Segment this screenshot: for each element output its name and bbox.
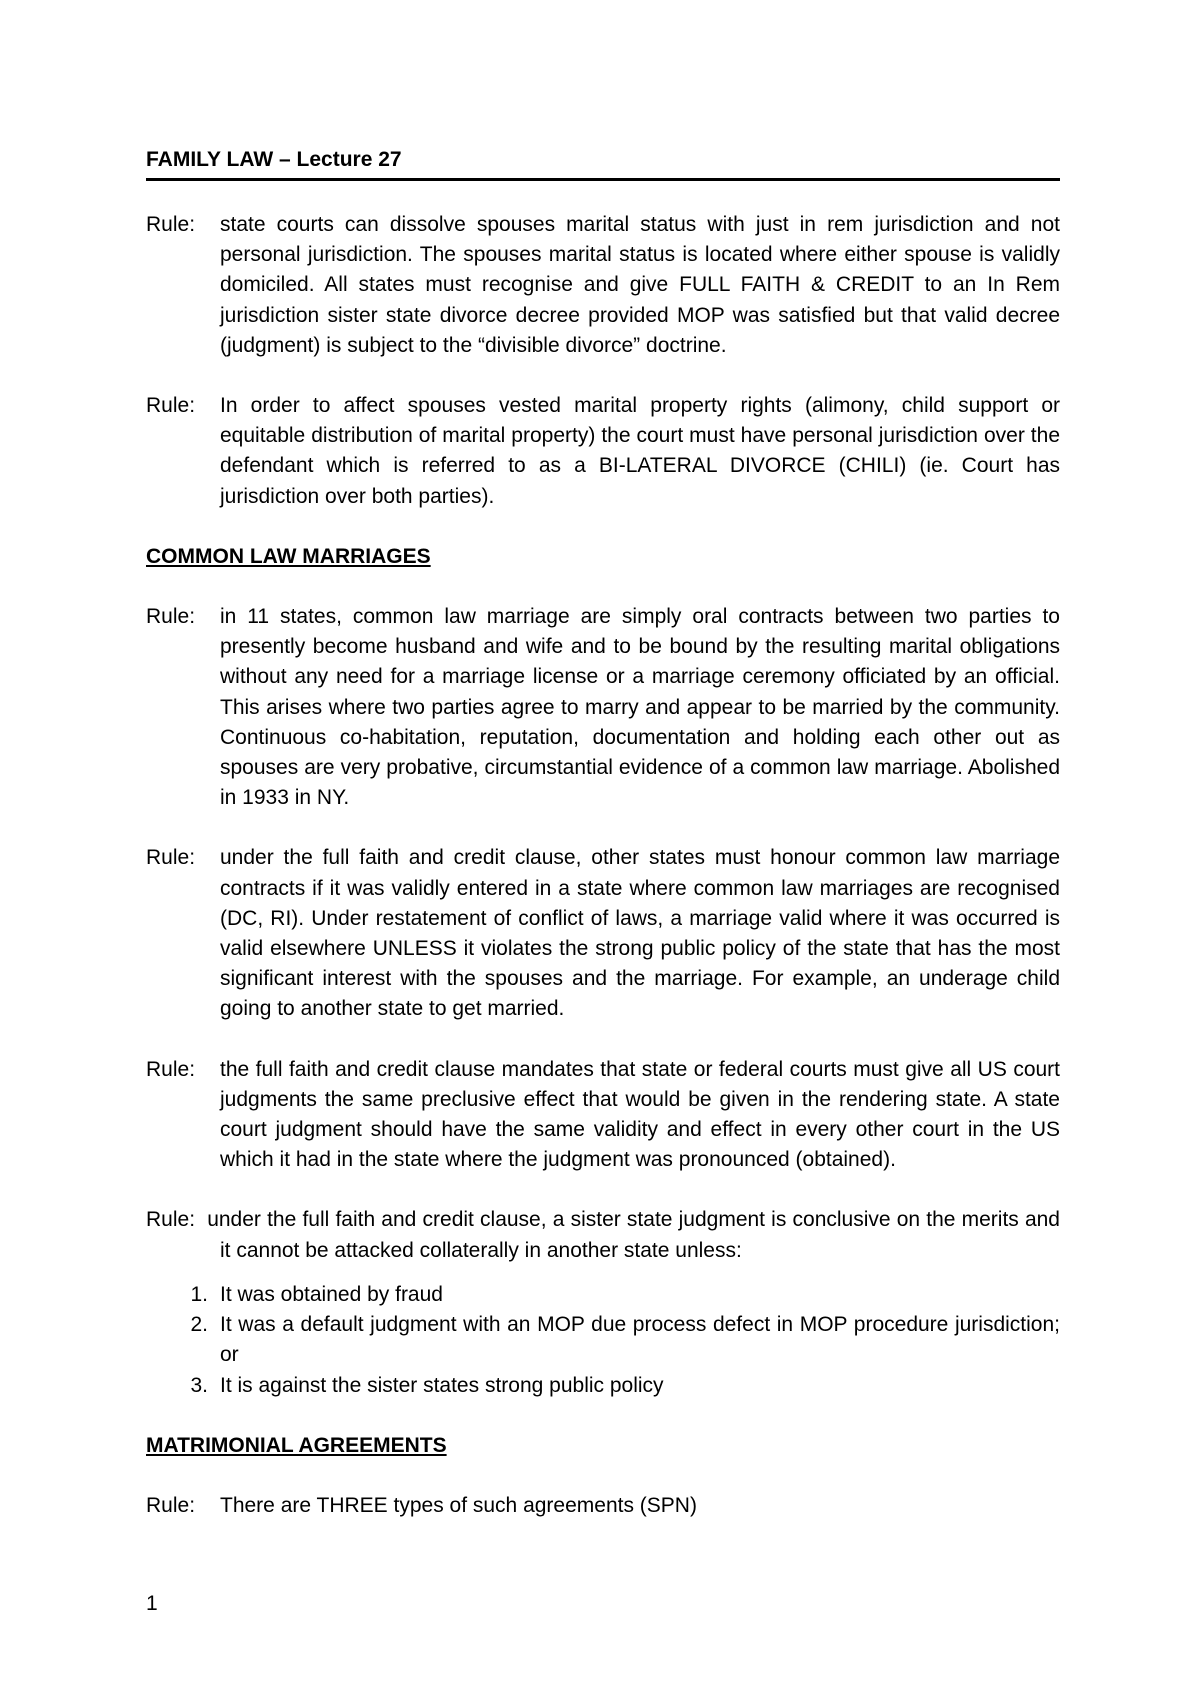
- rule-paragraph: [146, 1055, 1060, 1176]
- rule-label: Rule:: [146, 213, 196, 236]
- page-number: 1: [146, 1592, 158, 1615]
- list-number: 3.: [190, 1373, 208, 1397]
- numbered-list: [146, 1280, 1060, 1401]
- rule-label: Rule:: [146, 1208, 196, 1232]
- rule-label: Rule:: [146, 605, 196, 629]
- list-text: It is against the sister states strong public policy: [220, 1373, 664, 1397]
- rule-paragraph: [146, 210, 1060, 361]
- rule-paragraph-hanging: [146, 1205, 1060, 1265]
- rule-text: the full faith and credit clause mandates that state or federal courts must give all US court judgments the same preclusive effect that would be given in the rendering state. A state court judgment should have the same validity and effect in every other court in the US which it had in the state where the judgment was pronounced (obtained).: [220, 1057, 1060, 1172]
- rule-label: Rule:: [146, 1493, 196, 1517]
- list-text: It was a default judgment with an MOP due process defect in MOP procedure jurisdiction; or: [220, 1313, 1060, 1367]
- rule-label: Rule:: [146, 846, 196, 870]
- list-text: It was obtained by fraud: [220, 1282, 443, 1306]
- rule-paragraph: [146, 391, 1060, 512]
- rule-label: Rule:: [146, 1057, 196, 1081]
- page-title: FAMILY LAW – Lecture 27: [146, 148, 402, 171]
- rule-text: under the full faith and credit clause, other states must honour common law marriage contracts if it was validly entered in a state where common law marriages are recognised (DC, RI). Under restatement of conflict of laws, a marriage valid where it was occurred is valid elsewhere UNLESS it violates the strong public policy of the state that has the most significant interest with the spouses and the marriage. For example, an underage child going to another state to get married.: [220, 846, 1060, 1021]
- list-item: [146, 1371, 1060, 1401]
- rule-text: In order to affect spouses vested marital property rights (alimony, child support or equitable distribution of marital property) the court must have personal jurisdiction over the defendant which is referred to as a BI-LATERAL DIVORCE (CHILI) (ie. Court has jurisdiction over both parties).: [220, 394, 1060, 508]
- document-body: [146, 210, 1060, 1551]
- section-heading-matrimonial-agreements: MATRIMONIAL AGREEMENTS: [146, 1433, 447, 1457]
- rule-text: in 11 states, common law marriage are simply oral contracts between two parties to presently become husband and wife and to be bound by the resulting marital obligations without any need for a marriage license or a marriage ceremony officiated by an official. This arises where two parties agree to marry and appear to be married by the community. Continuous co-habitation, reputation, documentation and holding each other out as spouses are very probative, circumstantial evidence of a common law marriage. Abolished in 1933 in NY.: [220, 605, 1060, 810]
- rule-paragraph: [146, 843, 1060, 1024]
- page-header: [146, 148, 1060, 181]
- rule-text: There are THREE types of such agreements (SPN): [220, 1493, 697, 1517]
- list-item: [146, 1280, 1060, 1310]
- rule-paragraph: [146, 602, 1060, 813]
- rule-text: under the full faith and credit clause, a sister state judgment is conclusive on the merits and it cannot be attacked collaterally in another state unless:: [207, 1208, 1060, 1262]
- list-number: 2.: [190, 1313, 208, 1337]
- list-item: [146, 1310, 1060, 1370]
- section-heading-common-law-marriages: COMMON LAW MARRIAGES: [146, 544, 431, 568]
- rule-text: state courts can dissolve spouses marital status with just in rem jurisdiction and not personal jurisdiction. The spouses marital status is located where either spouse is validly domiciled. All states must recognise and give FULL FAITH & CREDIT to an In Rem jurisdiction sister state divorce decree provided MOP was satisfied but that valid decree (judgment) is subject to the “divisible divorce” doctrine.: [220, 213, 1060, 357]
- rule-paragraph: [146, 1491, 1060, 1521]
- rule-label: Rule:: [146, 394, 196, 418]
- list-number: 1.: [190, 1282, 208, 1306]
